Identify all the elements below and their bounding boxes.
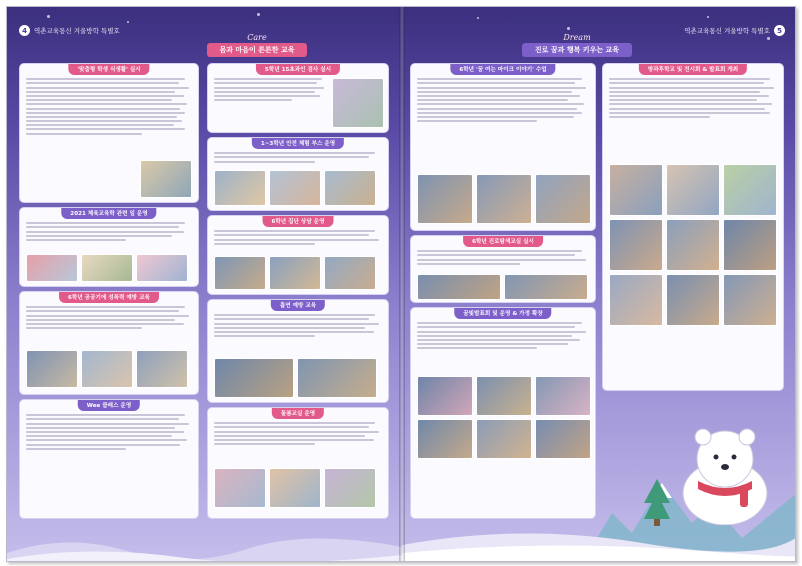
photo (269, 468, 321, 508)
article-title: 꿈빛발표회 및 운영 & 가정 확장 (454, 307, 551, 319)
article-panel (19, 399, 199, 519)
article-panel (19, 207, 199, 287)
theme-banner (522, 33, 632, 57)
article-body (214, 150, 382, 165)
article-body (26, 76, 192, 137)
article-photos (140, 160, 192, 198)
article-title: '맞춤형 학생 식생활' 실시 (68, 63, 149, 75)
photo (504, 274, 588, 300)
photo (535, 376, 591, 416)
article-body (214, 312, 382, 339)
page-header (684, 25, 785, 36)
pine-tree-icon (642, 477, 672, 527)
photo (417, 274, 501, 300)
photo (81, 254, 133, 282)
header-title: 역촌교육통신 겨울방학 특별호 (684, 27, 770, 35)
article-title: 6학년 진로탐색교실 실시 (463, 235, 543, 247)
article-body (26, 412, 192, 452)
photo (666, 219, 720, 271)
theme-korean: 진로 꿈과 행복 키우는 교육 (522, 43, 632, 57)
article-photos (417, 376, 593, 459)
article-body (214, 228, 382, 247)
article-photos (417, 274, 588, 300)
article-panel (207, 215, 389, 295)
photo (723, 274, 777, 326)
article-body (609, 76, 777, 120)
right-page (402, 7, 796, 562)
article-body (214, 420, 382, 447)
article-title: 방과후학교 및 전시회 & 발표회 개최 (639, 63, 747, 75)
article-panel (410, 63, 596, 231)
photo (476, 376, 532, 416)
article-photos (609, 164, 781, 326)
left-page (7, 7, 402, 562)
article-title: 6학년 공공기에 성폭력 예방 교육 (59, 291, 159, 303)
photo (324, 256, 376, 290)
photo (535, 174, 591, 224)
article-body (26, 304, 192, 331)
article-photos (214, 256, 376, 290)
snow-hills (7, 523, 402, 562)
theme-english: Dream (563, 33, 591, 42)
theme-english: Care (247, 33, 267, 42)
article-panel (19, 63, 199, 203)
article-photos (26, 350, 188, 388)
photo (666, 274, 720, 326)
photo (324, 468, 376, 508)
article-panel (602, 63, 784, 391)
newsletter-spread (6, 6, 796, 562)
photo (26, 254, 78, 282)
page-fold (399, 7, 405, 562)
header-title: 역촌교육통신 겨울방학 특별호 (34, 27, 120, 35)
polar-bear-icon (670, 415, 780, 525)
photo (214, 256, 266, 290)
article-body (417, 76, 589, 124)
photo (269, 256, 321, 290)
article-title: 돌봄교실 운영 (272, 407, 324, 419)
article-photos (332, 78, 384, 128)
theme-korean: 몸과 마음이 튼튼한 교육 (207, 43, 307, 57)
page-number: 4 (19, 25, 30, 36)
page-header (19, 25, 120, 36)
photo (609, 164, 663, 216)
photo (324, 170, 376, 206)
article-title: 5학년 15초과인 검사 실시 (256, 63, 340, 75)
photo (417, 376, 473, 416)
article-title: 흡연 예방 교육 (271, 299, 325, 311)
photo (332, 78, 384, 128)
article-photos (214, 358, 377, 398)
photo (81, 350, 133, 388)
photo (136, 350, 188, 388)
article-body (214, 76, 326, 103)
photo (140, 160, 192, 198)
article-body (26, 220, 192, 243)
article-title: 2021 체육교육학 관련 일 운영 (61, 207, 156, 219)
photo (609, 274, 663, 326)
photo (417, 174, 473, 224)
page-number: 5 (774, 25, 785, 36)
photo (214, 468, 266, 508)
photo (214, 358, 294, 398)
photo (297, 358, 377, 398)
photo (214, 170, 266, 206)
article-title: 6학년 집단 상담 운영 (263, 215, 334, 227)
article-body (417, 248, 589, 267)
article-photos (26, 254, 188, 282)
article-panel (207, 299, 389, 403)
article-panel (207, 63, 389, 133)
article-photos (214, 170, 376, 206)
article-title: Wee 클래스 운영 (78, 399, 140, 411)
photo (476, 174, 532, 224)
article-panel (207, 407, 389, 519)
article-panel (207, 137, 389, 211)
photo (269, 170, 321, 206)
article-photos (214, 468, 376, 508)
photo (136, 254, 188, 282)
article-body (417, 320, 589, 352)
theme-banner (207, 33, 307, 57)
article-title: 1~3학년 안전 체험 부스 운영 (252, 137, 344, 149)
photo (26, 350, 78, 388)
article-panel (19, 291, 199, 395)
article-title: 6학년 '꿈 여는 마이크 이야기' 수업 (450, 63, 555, 75)
article-photos (417, 174, 591, 224)
photo (723, 164, 777, 216)
photo (723, 219, 777, 271)
photo (666, 164, 720, 216)
photo (609, 219, 663, 271)
article-panel (410, 235, 596, 303)
